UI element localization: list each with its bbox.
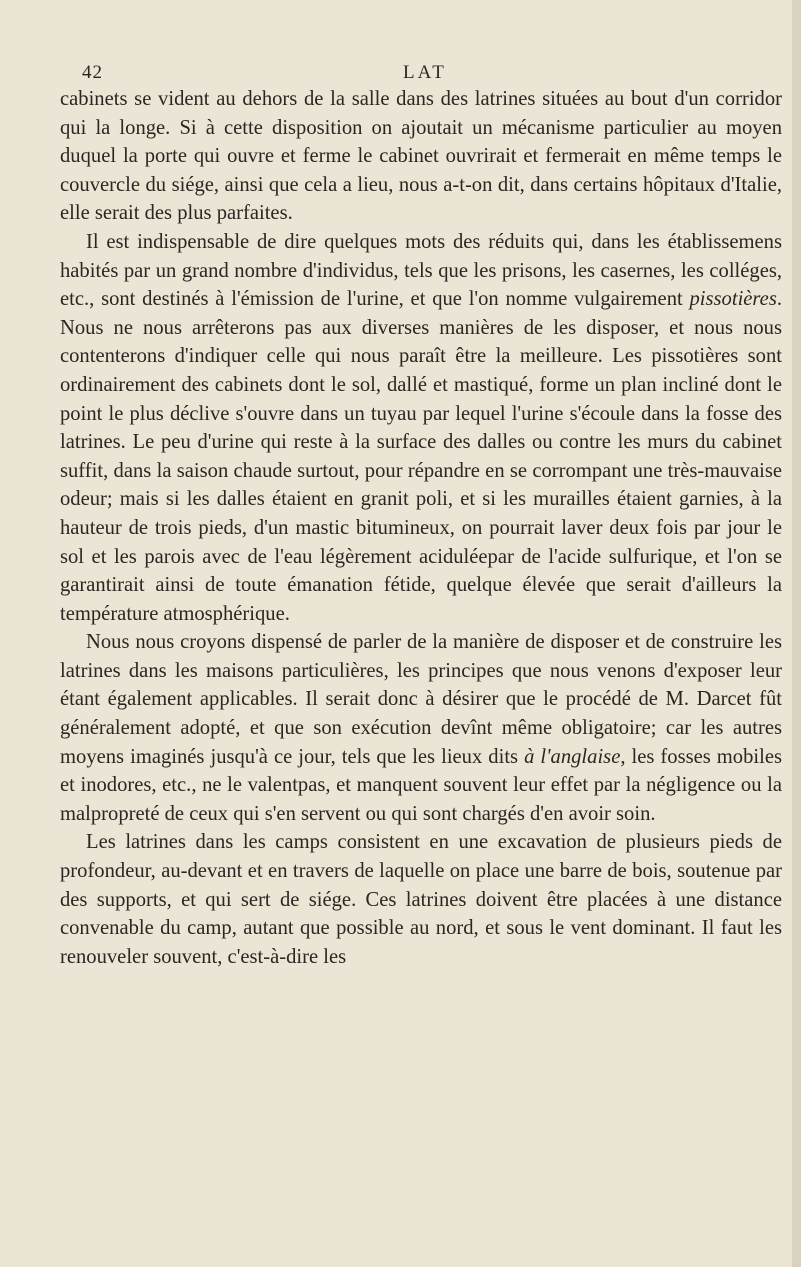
- paragraph-4-text: Les latrines dans les camps consistent en une excavation de plusieurs pieds de profondeur, au-devant et en travers de laquelle on place une barre de bois, soutenue par des supports, et qui sert de siége. Ces latrines doivent être placées à une distance convenable du camp, autant que possible au nord, et sous le vent dominant. Il faut les renouveler souvent, c'est-à-dire les: [60, 831, 782, 968]
- page-number: 42: [82, 62, 103, 83]
- paragraph-2-text-b: . Nous ne nous arrêterons pas aux diverses manières de les disposer, et nous nous contenterons d'indiquer celle qui nous paraît être la meilleure. Les pissotières sont ordinairement des cabinets dont le sol, dallé et mastiqué, forme un plan incliné dont le point le plus déclive s'ouvre dans un tuyau par lequel l'urine s'écoule dans la fosse des latrines. Le peu d'urine qui reste à la surface des dalles ou contre les murs du cabinet suffit, dans la saison chaude surtout, pour répandre en se corrompant une très-mauvaise odeur; mais si les dalles étaient en granit poli, et si les murailles étaient garnies, à la hauteur de trois pieds, d'un mastic bitumineux, on pourrait laver deux fois par jour le sol et les parois avec de l'eau légèrement aciduléepar de l'acide sulfurique, et l'on se garantirait ainsi de toute émanation fétide, quelque élevée que serait d'ailleurs la température atmosphérique.: [60, 288, 782, 625]
- paragraph-3-italic: à l'anglaise: [524, 745, 621, 768]
- body-text: [60, 85, 782, 971]
- running-title: LAT: [403, 62, 447, 83]
- paragraph-3-text-a: Nous nous croyons dispensé de parler de la manière de disposer et de construire les latrines dans les maisons particulières, les principes que nous venons d'exposer leur étant également applicables. Il serait donc à désirer que le procédé de M. Darcet fût généralement adopté, et que son exécution devînt même obligatoire; car les autres moyens imaginés jusqu'à ce jour, tels que les lieux dits: [60, 631, 782, 768]
- paragraph-continued: [60, 85, 782, 228]
- page-edge: [792, 0, 801, 1267]
- paragraph-1-text: cabinets se vident au dehors de la salle dans des latrines situées au bout d'un corridor qui la longe. Si à cette disposition on ajoutait un mécanisme particulier au moyen duquel la porte qui ouvre et ferme le cabinet ouvrirait et fermerait en même temps le couvercle du siége, ainsi que cela a lieu, nous a-t-on dit, dans certains hôpitaux d'Italie, elle serait des plus parfaites.: [60, 88, 782, 225]
- running-head: [60, 50, 760, 82]
- paragraph-2-italic: pissotières: [689, 288, 777, 311]
- paragraph-3-text-b: , les fosses mobiles et inodores, etc., ne le valentpas, et manquent souvent leur effet par la négligence ou la malpropreté de ceux qui s'en servent ou qui sont chargés d'en avoir soin.: [60, 745, 783, 825]
- paragraph-camps: [60, 828, 782, 971]
- paragraph-2-text-a: Il est indispensable de dire quelques mots des réduits qui, dans les établissemens habités par un grand nombre d'individus, tels que les prisons, les casernes, les colléges, etc., sont destinés à l'émission de l'urine, et que l'on nomme vulgairement: [60, 230, 782, 311]
- paragraph-maisons: [60, 628, 782, 828]
- paragraph-pissotieres: [60, 228, 782, 628]
